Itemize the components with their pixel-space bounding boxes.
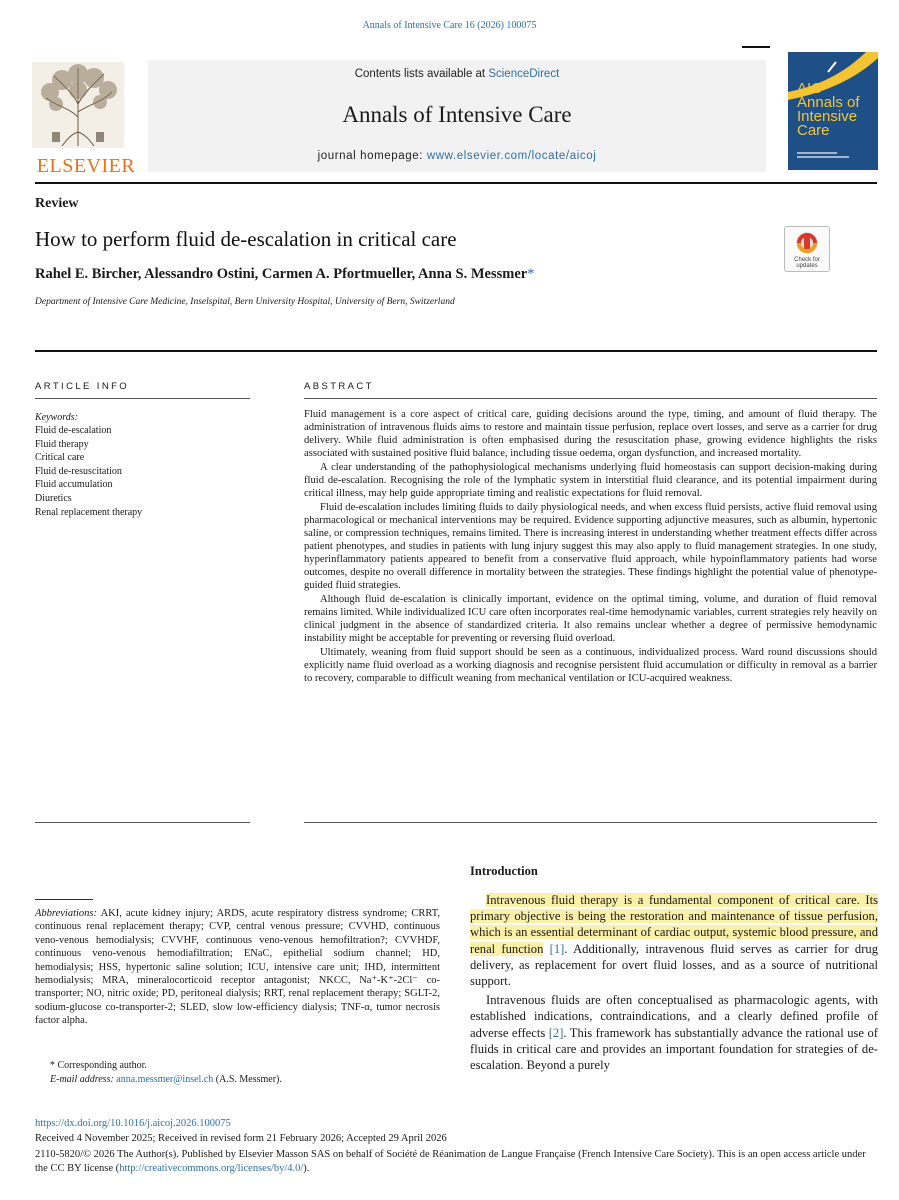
- corresponding-author-mark[interactable]: *: [527, 266, 535, 282]
- intro-paragraph: [470, 992, 878, 1073]
- badge-line: updates: [796, 263, 818, 269]
- intro-paragraph: [470, 892, 878, 989]
- abbreviations-label: Abbreviations:: [35, 908, 98, 919]
- abbreviations-footnote: [35, 907, 440, 1028]
- journal-title: Annals of Intensive Care: [342, 102, 572, 127]
- copyright-text: 2110-5820/© 2026 The Author(s). Published by Elsevier Masson SAS on behalf of Société de Réanimation de Langue Française (French Intensive Care Society). This is an open access article under the CC BY license (: [35, 1149, 866, 1174]
- copyright-text: ).: [303, 1163, 310, 1174]
- keywords-heading: Keywords:: [35, 412, 78, 423]
- homepage-prefix: journal homepage:: [317, 150, 427, 162]
- contents-prefix: Contents lists available at: [354, 68, 489, 80]
- article-type: Review: [35, 196, 79, 211]
- abstract-heading: ABSTRACT: [304, 381, 374, 392]
- article-info-heading: ARTICLE INFO: [35, 381, 130, 392]
- copyright-notice: [35, 1148, 877, 1176]
- cover-small-print-icon: [797, 150, 871, 160]
- author-list: [35, 266, 534, 283]
- email-link[interactable]: anna.messmer@insel.ch: [116, 1074, 214, 1085]
- keyword-list: [35, 424, 142, 519]
- contents-line: [148, 68, 766, 80]
- cover-line: Annals of: [797, 94, 860, 111]
- article-info-rule: [35, 398, 250, 399]
- authors-text: Rahel E. Bircher, Alessandro Ostini, Carmen A. Pfortmueller, Anna S. Messmer: [35, 266, 528, 282]
- abstract-paragraph: Although fluid de-escalation is clinically important, evidence on the optimal timing, volume, and duration of fluid removal remains limited. While individualized ICU care often incorporates real-time hemodynamic variables, current strategies rely heavily on clinical judgment in the absence of standardized criteria. It also remains unclear whether a degree of permissive hemodynamic instability might be acceptable for preventing or reversing fluid overload.: [304, 594, 877, 644]
- homepage-line: [148, 150, 766, 162]
- citation-link[interactable]: [2]: [548, 1025, 564, 1040]
- running-head: Annals of Intensive Care 16 (2026) 100075: [362, 20, 537, 31]
- highlighted-text[interactable]: Intravenous fluid therapy is a fundamental component of critical care. Its primary objective is being the restoration and maintenance of tissue perfusion, which is an essential determinant of cardiac output, systemic blood pressure, and renal function: [470, 893, 878, 956]
- badge-line: Check for: [794, 257, 820, 263]
- doi-link[interactable]: https://dx.doi.org/10.1016/j.aicoj.2026.100075: [35, 1118, 231, 1129]
- abstract-body: [304, 408, 877, 685]
- introduction-body: [470, 892, 878, 1073]
- abstract-paragraph: Ultimately, weaning from fluid support should be seen as a continuous, individualized process. Ward round discussions should explicitly name fluid overload as a working diagnosis and recognise persistent fluid accumulation or difficulty in removal as a barrier to recovery, comparable to difficult weaning from mechanical ventilation or ICU-acquired weakness.: [304, 647, 877, 684]
- abstract-paragraph: A clear understanding of the pathophysiological mechanisms underlying fluid homeostasis can support decision-making during fluid de-escalation. Recognising the role of the lymphatic system in interstitial fluid clearance, and its potential impairment during critical illness, may help guide appropriate timing and realistic expectations for fluid removal.: [304, 462, 877, 499]
- license-link[interactable]: http://creativecommons.org/licenses/by/4.0/: [119, 1163, 304, 1174]
- cover-title: [797, 82, 860, 138]
- check-for-updates-icon: [785, 229, 829, 259]
- intro-text: Intravenous fluids are often conceptualised as pharmacologic agents, with established indications, contraindications, and a clearly defined profile of adverse effects: [470, 993, 878, 1040]
- email-line: [50, 1074, 282, 1085]
- footnote-rule: [35, 899, 93, 900]
- header-rule: [35, 182, 877, 184]
- keyword-item: Fluid accumulation: [35, 479, 113, 491]
- check-for-updates-label: [785, 257, 829, 269]
- cover-line: Care: [797, 122, 830, 139]
- abstract-bottom-rule: [304, 822, 877, 823]
- article-info-bottom-rule: [35, 822, 250, 823]
- intro-text: . Additionally, intravenous fluid serves as carrier for drug delivery, as replacement for overt fluid losses, and as a source of nutritional support.: [470, 941, 878, 989]
- cover-line: AIC: [797, 80, 823, 97]
- sciencedirect-link[interactable]: ScienceDirect: [488, 68, 560, 80]
- keyword-item: Critical care: [35, 452, 85, 464]
- article-dates: Received 4 November 2025; Received in revised form 21 February 2026; Accepted 29 April 2026: [35, 1133, 447, 1144]
- elsevier-logo[interactable]: [32, 62, 140, 177]
- email-label: E-mail address:: [50, 1074, 117, 1085]
- keyword-item: Renal replacement therapy: [35, 506, 143, 518]
- section-rule: [35, 350, 877, 352]
- elsevier-wordmark: ELSEVIER: [36, 155, 136, 177]
- citation-link[interactable]: [1]: [549, 941, 565, 956]
- corresponding-author-note: * Corresponding author.: [50, 1060, 147, 1071]
- elsevier-tree-icon: [32, 62, 124, 148]
- homepage-link[interactable]: www.elsevier.com/locate/aicoj: [426, 150, 597, 162]
- keyword-item: Fluid de-resuscitation: [35, 465, 122, 477]
- cover-line: Intensive: [797, 108, 858, 125]
- intro-text: . This framework has substantially advance the rational use of fluids in critical care and provides an important foundation for strategies of de-escalation. Beyond a purely: [470, 1025, 878, 1073]
- journal-cover[interactable]: [788, 52, 878, 170]
- cover-rule-tick: [742, 46, 770, 48]
- email-suffix: (A.S. Messmer).: [213, 1074, 282, 1085]
- keyword-item: Fluid therapy: [35, 438, 89, 450]
- keyword-item: Fluid de-escalation: [35, 425, 112, 436]
- abbreviations-text: AKI, acute kidney injury; ARDS, acute respiratory distress syndrome; CRRT, continuous renal replacement therapy; CVP, central venous pressure; CVVHD, continuous veno-venous hemodialysis; CVVHF, continuous veno-venous hemofiltration?; CVVHDF, continuous veno-venous hemodiafiltration; ENaC, epithelial sodium channel; HD, hemodialysis; HSS, hypertonic saline solution; ICU, intensive care unit; IHD, intermittent hemodialysis; MRA, mineralocorticoid receptor antagonist; NKCC, Na⁺-K⁺-2Cl⁻ co-transporter; NO, nitric oxide; PD, peritoneal dialysis; RRT, renal replacement therapy; SGLT-2, sodium-glucose co-transporter-2; SLED, slow low-efficiency dialysis; TNF-α, tumor necrosis factor alpha.: [35, 908, 440, 1027]
- abstract-paragraph: Fluid de-escalation includes limiting fluids to daily physiological needs, and when excess fluid persists, active fluid removal using pharmacological or mechanical interventions may be required. Evidence supporting adjunctive measures, such as albumin, hypertonic saline, or compression techniques, remains limited. There is increasing interest in understanding whether treatment effects differ across patient phenotypes, and studies in patients with lung injury suggest this may also apply to fluid management strategies. In one study, hyperinflammatory patients appeared to benefit from a conservative fluid approach, while hypoinflammatory patients had worse outcomes, despite no overall difference in mortality between the strategies. These findings highlight the potential value of phenotype-guided fluid strategies.: [304, 502, 877, 591]
- affiliation: Department of Intensive Care Medicine, Inselspital, Bern University Hospital, University of Bern, Switzerland: [35, 297, 455, 307]
- introduction-heading: Introduction: [470, 864, 538, 878]
- keyword-item: Diuretics: [35, 492, 72, 504]
- article-title: How to perform fluid de-escalation in critical care: [35, 227, 457, 251]
- check-for-updates-badge[interactable]: [784, 226, 830, 272]
- abstract-paragraph: Fluid management is a core aspect of critical care, guiding decisions around the type, timing, and amount of fluid therapy. The administration of intravenous fluids aims to restore and maintain tissue perfusion, replace overt losses, and serve as a carrier for drug delivery. While fluid administration is often emphasised during the resuscitation phase, growing evidence highlights the risks associated with sustained positive fluid balance, including tissue oedema, organ dysfunction, and increased mortality.: [304, 409, 877, 459]
- abstract-rule: [304, 398, 877, 399]
